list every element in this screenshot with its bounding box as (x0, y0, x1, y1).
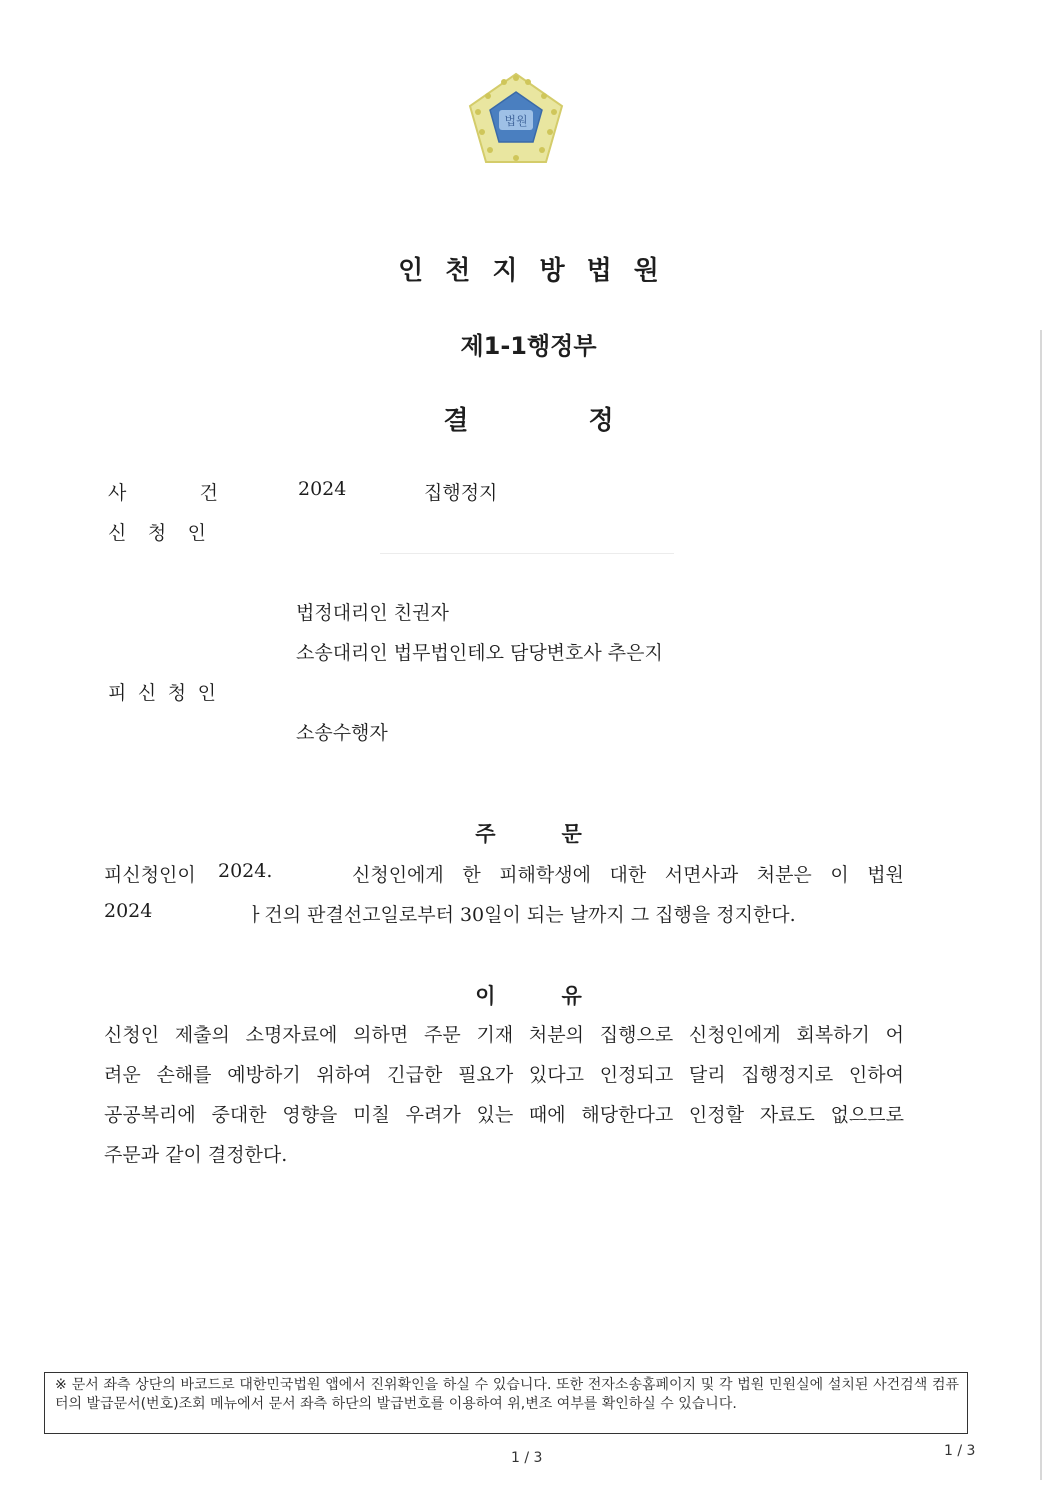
case-name: 집행정지 (424, 482, 498, 504)
order-word: 피해학생에 (499, 864, 591, 886)
page-number-corner: 1 / 3 (944, 1443, 976, 1459)
order-word: 한 (462, 864, 481, 886)
order-line-2: ㅏ건의 판결선고일로부터 30일이 되는 날까지 그 집행을 정지한다. (246, 904, 796, 926)
reason-line-2: 려운 손해를 예방하기 위하여 긴급한 필요가 있다고 인정되고 달리 집행정지로 인하여 (104, 1064, 904, 1086)
order-line-2-prefix: 2024 (104, 900, 153, 922)
litigation-performer: 소송수행자 (296, 722, 388, 744)
reason-line-4: 주문과 같이 결정한다. (104, 1144, 288, 1166)
verification-notice: ※ 문서 좌측 상단의 바코드로 대한민국법원 앱에서 진위확인을 하실 수 있습니다. 또한 전자소송홈페이지 및 각 법원 민원실에 설치된 사건검색 컴퓨터의 발급문서(번호)조회 메뉴에서 문서 좌측 하단의 발급번호를 이용하여 위,변조 여부를 확인하실 수 있습니다. (44, 1372, 968, 1434)
case-number: 2024 (298, 478, 347, 500)
reason-line-1: 신청인 제출의 소명자료에 의하면 주문 기재 처분의 집행으로 신청인에게 회복하기 어 (104, 1024, 904, 1046)
redaction-line (380, 553, 674, 554)
order-text: 피신청인이 (104, 864, 196, 886)
reason-heading: 이유 (475, 984, 648, 1008)
attorney: 소송대리인 법무법인테오 담당변호사 추은지 (296, 642, 663, 664)
order-word: 신청인에게 (352, 864, 444, 886)
court-name: 인천지방법원 (398, 256, 681, 286)
order-word: 서면사과 (664, 864, 739, 886)
reason-line-3: 공공복리에 중대한 영향을 미칠 우려가 있는 때에 해당한다고 인정할 자료도 없으므로 (104, 1104, 904, 1126)
division-name: 제1-1행정부 (460, 332, 597, 360)
order-text: 2024. (218, 860, 273, 882)
svg-text:법원: 법원 (504, 114, 528, 128)
respondent-label: 피 신 청 인 (108, 682, 216, 704)
order-heading: 주문 (475, 822, 648, 846)
legal-representative: 법정대리인 친권자 (296, 602, 449, 624)
order-word: 이 (830, 864, 849, 886)
applicant-label: 신 청 인 (108, 522, 206, 544)
page-number: 1 / 3 (511, 1450, 543, 1466)
order-word: 처분은 (756, 864, 812, 886)
order-word: 법원 (867, 864, 904, 886)
document-title: 결정 (443, 406, 734, 436)
court-emblem-icon (466, 70, 566, 166)
order-line-1 (352, 860, 904, 887)
order-word: 대한 (609, 864, 647, 886)
scan-edge (1040, 330, 1042, 1480)
case-label: 사 건 (108, 482, 218, 504)
